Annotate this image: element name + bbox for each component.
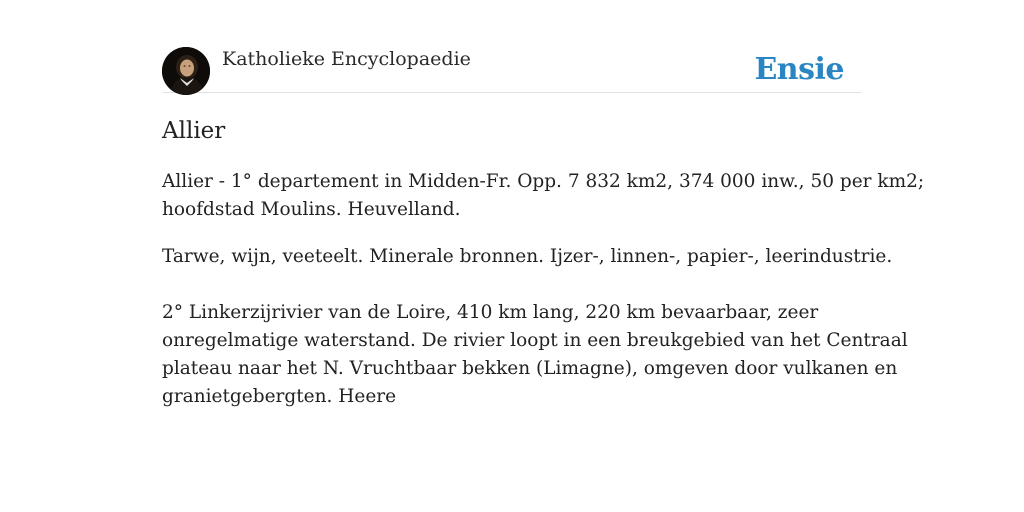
paragraph-departement — [162, 168, 925, 224]
paragraph-economy — [162, 243, 893, 271]
article-title: Allier — [162, 118, 226, 144]
article-content — [162, 168, 925, 411]
ensie-logo[interactable]: Ensie — [754, 52, 844, 87]
portrait-avatar-icon[interactable] — [162, 47, 210, 95]
text-line: Tarwe, wijn, veeteelt. Minerale bronnen. Ijzer-, linnen-, papier-, leerindustrie. — [162, 246, 893, 267]
source-title[interactable]: Katholieke Encyclopaedie — [222, 48, 471, 70]
text-line: 2° Linkerzijrivier van de Loire, 410 km lang, 220 km bevaarbaar, zeer — [162, 302, 819, 323]
text-line: plateau naar het N. Vruchtbaar bekken (Limagne), omgeven door vulkanen en — [162, 358, 898, 379]
text-line: Allier - 1° departement in Midden-Fr. Opp. 7 832 km2, 374 000 inw., 50 per km2; — [162, 171, 925, 192]
text-line: hoofdstad Moulins. Heuvelland. — [162, 199, 461, 220]
text-line: granietgebergten. Heere — [162, 386, 397, 407]
paragraph-river — [162, 299, 908, 411]
source-header — [162, 46, 862, 93]
text-line: onregelmatige waterstand. De rivier loopt in een breukgebied van het Centraal — [162, 330, 908, 351]
